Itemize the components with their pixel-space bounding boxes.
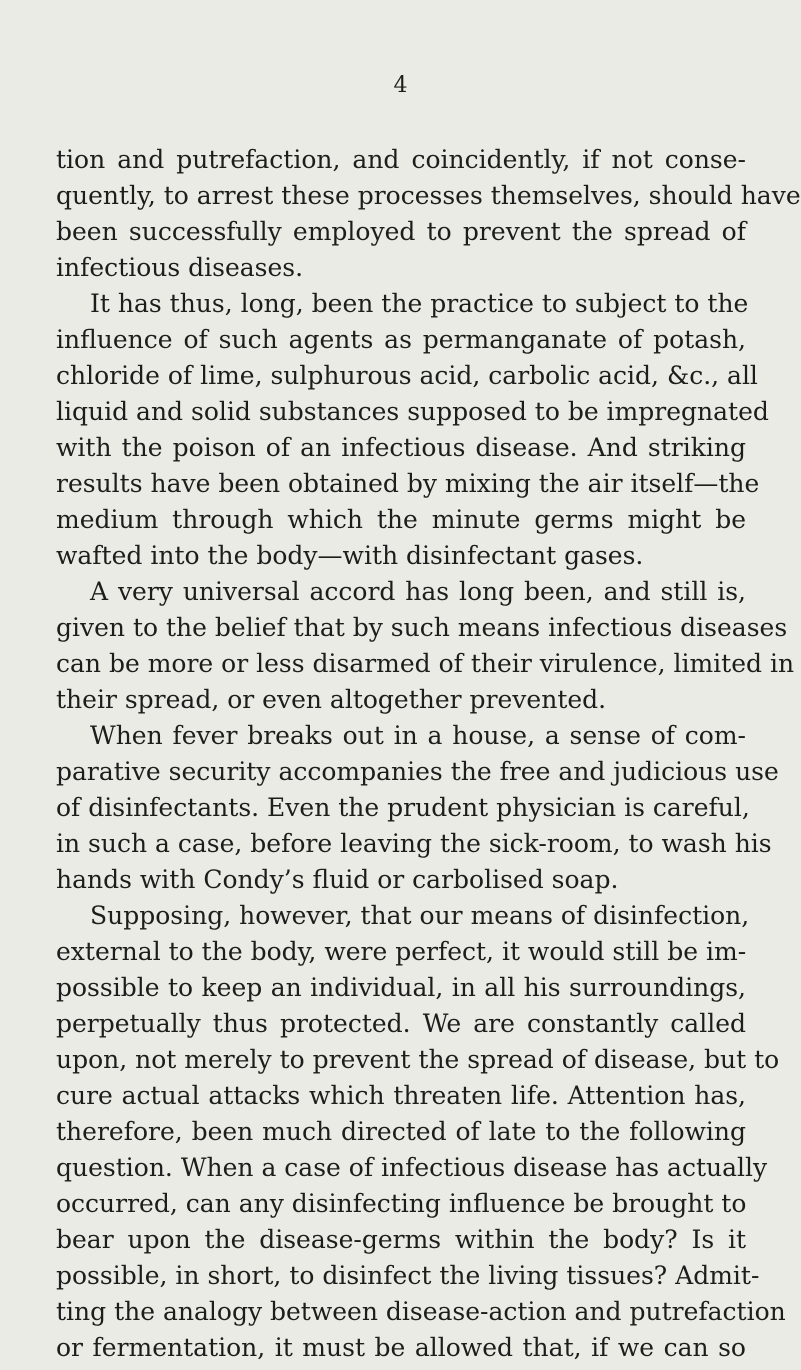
text-line: possible, in short, to disinfect the living tissues? Admit- [56, 1261, 760, 1290]
text-line: chloride of lime, sulphurous acid, carbolic acid, &c., all [56, 361, 758, 390]
text-line: results have been obtained by mixing the air itself—the [56, 469, 760, 498]
text-line: When fever breaks out in a house, a sense of com- [90, 721, 746, 750]
text-line: bear upon the disease-germs within the body? Is it [56, 1225, 746, 1254]
text-line: cure actual attacks which threaten life. Attention has, [56, 1081, 746, 1110]
text-line: upon, not merely to prevent the spread of disease, but to [56, 1045, 780, 1074]
text-line: question. When a case of infectious disease has actually [56, 1153, 768, 1182]
text-line: medium through which the minute germs might be [56, 505, 746, 534]
text-line: external to the body, were perfect, it would still be im- [56, 937, 747, 966]
text-line: possible to keep an individual, in all his surroundings, [56, 973, 746, 1002]
text-line: It has thus, long, been the practice to subject to the [90, 289, 749, 318]
page-number: 4 [393, 73, 408, 98]
text-line: can be more or less disarmed of their virulence, limited in [56, 649, 795, 678]
text-line: been successfully employed to prevent the spread of [56, 217, 746, 246]
text-line: Supposing, however, that our means of disinfection, [90, 901, 750, 930]
text-line: their spread, or even altogether prevented. [56, 685, 607, 714]
text-line: infectious diseases. [56, 253, 304, 282]
text-line: given to the belief that by such means infectious diseases [56, 613, 788, 642]
text-line: or fermentation, it must be allowed that, if we can so [56, 1333, 746, 1362]
body-text [56, 142, 801, 1366]
text-line: occurred, can any disinfecting influence be brought to [56, 1189, 747, 1218]
text-line: liquid and solid substances supposed to be impregnated [56, 397, 769, 426]
text-line: of disinfectants. Even the prudent physician is careful, [56, 793, 750, 822]
text-line: in such a case, before leaving the sick-room, to wash his [56, 829, 772, 858]
text-line: tion and putrefaction, and coincidently, if not conse- [56, 145, 746, 174]
text-line: wafted into the body—with disinfectant gases. [56, 541, 644, 570]
text-line: ting the analogy between disease-action and putrefaction [56, 1297, 786, 1326]
text-line: parative security accompanies the free and judicious use [56, 757, 779, 786]
text-line: with the poison of an infectious disease. And striking [56, 433, 746, 462]
text-line: quently, to arrest these processes themselves, should have [56, 181, 801, 210]
text-line: perpetually thus protected. We are constantly called [56, 1009, 746, 1038]
text-line: A very universal accord has long been, and still is, [90, 577, 746, 606]
text-line: influence of such agents as permanganate of potash, [56, 325, 746, 354]
text-line: therefore, been much directed of late to the following [56, 1117, 746, 1146]
text-line: hands with Condy’s fluid or carbolised soap. [56, 865, 619, 894]
